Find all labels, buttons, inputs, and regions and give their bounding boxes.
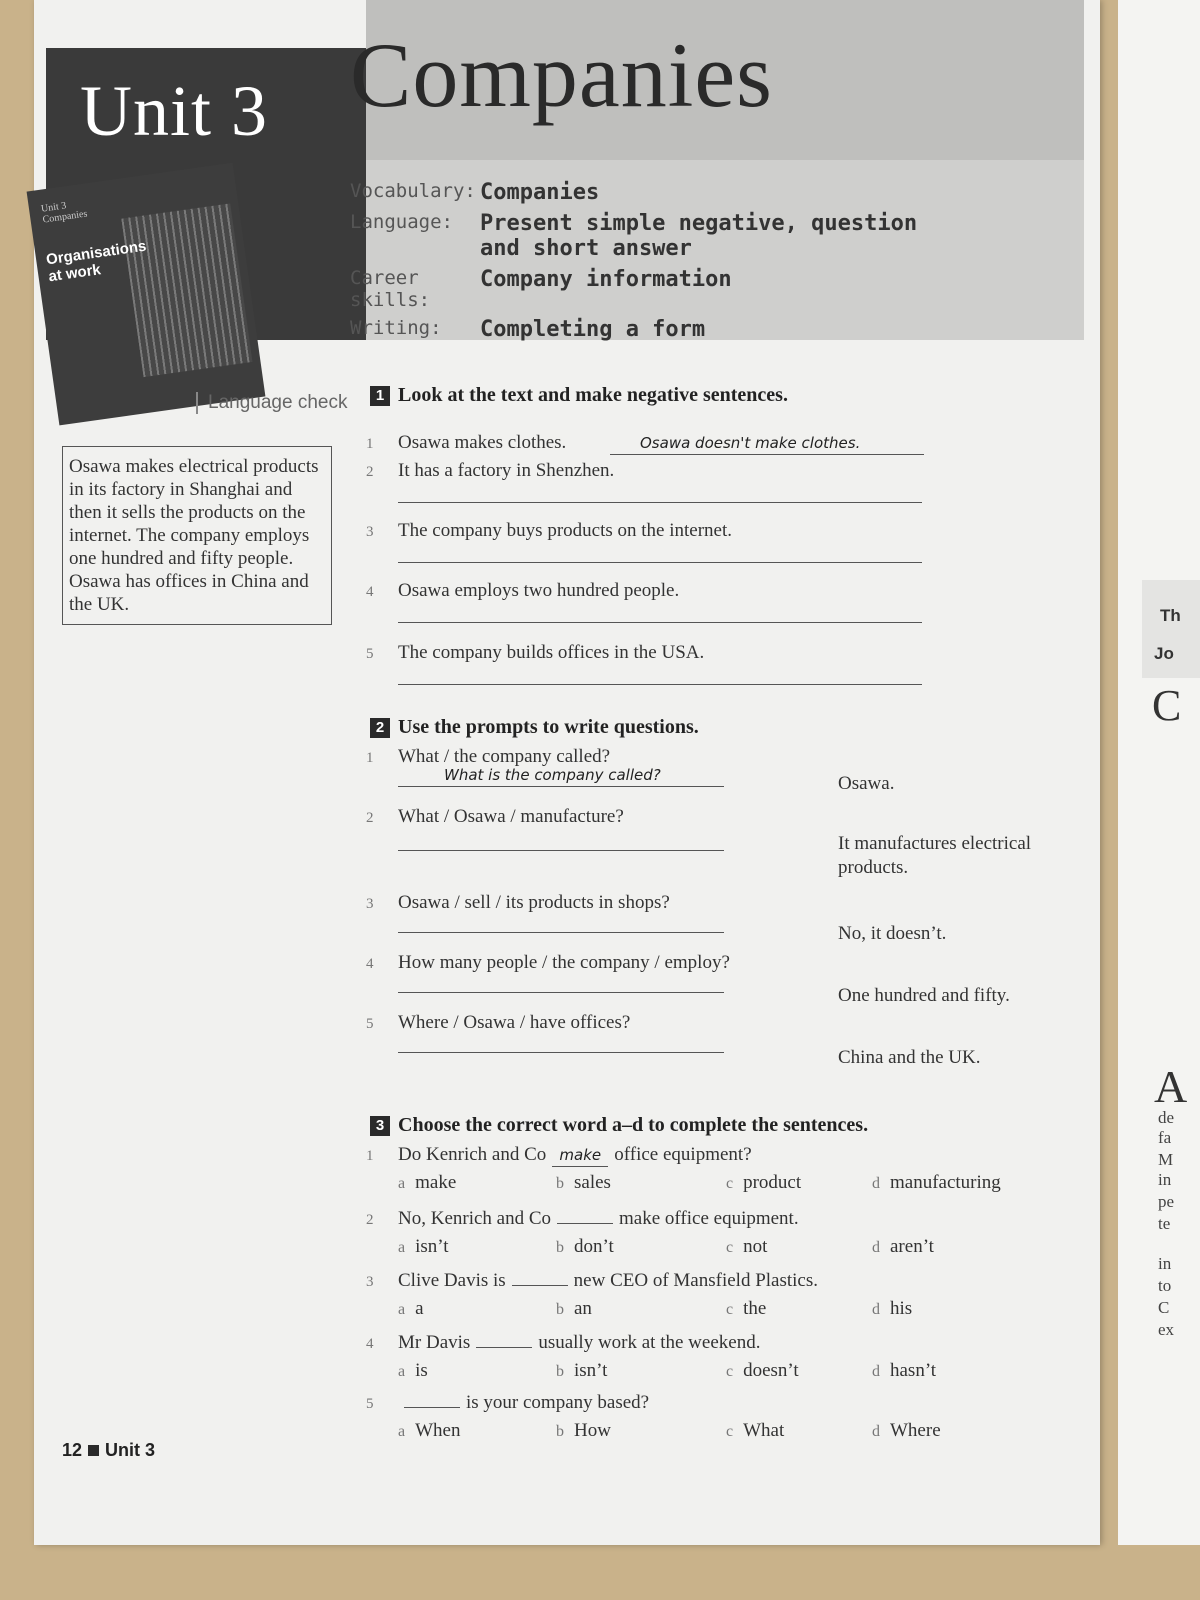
sentence-start: Mr Davis [398,1332,471,1353]
exercise-3-heading [370,1114,1070,1137]
facing-text-th: Th [1160,606,1181,625]
sentence-end: new CEO of Mansfield Plastics. [573,1270,818,1291]
exercise-1-sentence: The company builds offices in the USA. [398,642,705,663]
item-number: 3 [366,524,374,540]
item-number: 1 [366,750,374,766]
answer-line[interactable] [398,992,724,993]
answer-line[interactable] [398,850,724,851]
sentence-start: No, Kenrich and Co [398,1208,552,1229]
exercise-3-sentence [398,1332,760,1354]
facing-line-text: to [1158,1276,1172,1295]
exercise-3-sentence [398,1270,818,1292]
exercise-1-sentence: It has a factory in Shenzhen. [398,460,615,481]
option-letter: b [556,1423,564,1440]
sentence-end: office equipment? [614,1144,752,1165]
option-text: aren’t [890,1236,934,1257]
exercise-number: 1 [370,386,390,406]
answer-option[interactable] [556,1298,592,1320]
exercise-number: 3 [370,1116,390,1136]
option-text: make [415,1172,457,1193]
exercise-3-sentence [398,1208,799,1230]
item-number: 5 [366,1396,374,1412]
facing-line-text: M [1158,1150,1174,1169]
unit-label: Unit 3 [80,71,269,151]
handwritten-answer: What is the company called? [444,766,661,784]
footer-square-icon [88,1445,99,1456]
page-number: 12 [62,1440,83,1460]
facing-line-text: pe [1158,1192,1175,1211]
facing-text-a: A [1154,1061,1188,1112]
exercise-2-prompt: How many people / the company / employ? [398,952,730,973]
facing-line-text: fa [1158,1128,1172,1147]
answer-option[interactable] [398,1236,449,1258]
option-text: Where [890,1420,941,1441]
coursebook-cover-image [27,163,266,426]
option-letter: b [556,1175,564,1192]
answer-line[interactable] [610,454,924,455]
option-letter: d [872,1423,880,1440]
answer-option[interactable] [872,1360,936,1382]
option-text: isn’t [574,1360,608,1381]
answer-line[interactable] [398,622,922,623]
answer-line[interactable] [398,502,922,503]
exercise-2-prompt: Where / Osawa / have offices? [398,1012,631,1033]
meta-value: Company information [480,267,732,292]
exercise-1-sentence: Osawa makes clothes. [398,432,567,453]
option-letter: c [726,1175,734,1192]
fill-blank[interactable] [552,1144,608,1167]
handwritten-answer: Osawa doesn't make clothes. [640,434,861,452]
option-text: is [415,1360,428,1381]
answer-option[interactable] [726,1420,784,1442]
answer-line[interactable] [398,786,724,787]
answer-option[interactable] [556,1172,611,1194]
item-number: 2 [366,810,374,826]
sentence-start: Do Kenrich and Co [398,1144,547,1165]
option-letter: a [398,1239,406,1256]
cover-title: Organisations at work [45,237,148,286]
meta-label: Vocabulary: [350,180,476,202]
facing-line-text: de [1158,1108,1175,1127]
page-footer [62,1440,155,1461]
option-letter: a [398,1363,406,1380]
exercise-3-sentence [398,1144,752,1167]
answer-option[interactable] [872,1420,941,1442]
facing-line-text: in [1158,1170,1172,1189]
answer-option[interactable] [726,1236,767,1258]
answer-option[interactable] [398,1172,456,1194]
option-text: How [574,1420,611,1441]
sentence-start: Clive Davis is [398,1270,506,1291]
item-number: 5 [366,1016,374,1032]
answer-option[interactable] [398,1298,424,1320]
option-letter: a [398,1423,406,1440]
option-letter: a [398,1175,406,1192]
item-number: 4 [366,584,374,600]
answer-option[interactable] [398,1420,460,1442]
sentence-end: make office equipment. [619,1208,799,1229]
item-number: 1 [366,1148,374,1164]
meta-row-writing [350,317,960,342]
facing-text-c: C [1152,681,1182,730]
answer-option[interactable] [556,1236,614,1258]
option-text: isn’t [415,1236,449,1257]
option-text: an [574,1298,592,1319]
item-number: 2 [366,1212,374,1228]
meta-label: Career skills: [350,267,431,311]
exercise-2-prompt: Osawa / sell / its products in shops? [398,892,670,913]
option-text: a [415,1298,424,1319]
option-text: don’t [574,1236,614,1257]
option-letter: d [872,1175,880,1192]
option-text: sales [574,1172,611,1193]
answer-option[interactable] [726,1172,801,1194]
exercise-1-sentence: Osawa employs two hundred people. [398,580,680,601]
exercise-instruction: Look at the text and make negative sentences. [398,384,788,406]
answer-option[interactable] [398,1360,428,1382]
exercise-3-sentence [398,1392,649,1414]
meta-label: Language: [350,211,453,233]
meta-row-language [350,211,960,261]
facing-line-text: C [1158,1298,1170,1317]
item-number: 3 [366,1274,374,1290]
answer-line[interactable] [398,562,922,563]
meta-row-career-skills [350,267,960,311]
item-number: 4 [366,1336,374,1352]
meta-label: Writing: [350,317,442,339]
sentence-end: is your company based? [466,1392,650,1413]
meta-value: Companies [480,180,600,205]
meta-value: Present simple negative, question and short answer [480,211,918,261]
page-title: Companies [350,24,773,126]
facing-line-text: te [1158,1214,1171,1233]
meta-row-vocabulary [350,180,960,205]
option-letter: b [556,1301,564,1318]
option-text: manufacturing [890,1172,1001,1193]
option-letter: c [726,1301,734,1318]
exercise-instruction: Use the prompts to write questions. [398,716,699,738]
facing-line-text: in [1158,1254,1172,1273]
option-text: doesn’t [743,1360,799,1381]
option-text: product [743,1172,802,1193]
exercise-1 [370,384,1070,407]
item-number: 5 [366,646,374,662]
option-text: When [415,1420,461,1441]
exercise-instruction: Choose the correct word a–d to complete the sentences. [398,1114,869,1136]
building-graphic [121,203,252,377]
option-letter: a [398,1301,406,1318]
option-letter: d [872,1239,880,1256]
answer-option[interactable] [872,1236,934,1258]
option-text: not [743,1236,768,1257]
fill-blank[interactable] [557,1223,613,1224]
exercise-2-prompt: What / the company called? [398,746,611,767]
option-text: What [743,1420,785,1441]
handwritten-answer: make [559,1146,602,1164]
short-answer: One hundred and fifty. [838,985,1010,1006]
unit-overview [350,180,960,348]
reading-text-box: Osawa makes electrical products in its factory in Shanghai and then it sells the products on the internet. The company employs one hundred and fifty people. Osawa has offices in China and the UK. [62,446,332,625]
exercise-2 [370,716,1070,739]
option-letter: c [726,1239,734,1256]
language-check-label: Language check [196,392,347,414]
fill-blank[interactable] [512,1285,568,1286]
option-text: his [890,1298,913,1319]
short-answer: China and the UK. [838,1047,981,1068]
facing-line-text: ex [1158,1320,1175,1339]
option-letter: c [726,1363,734,1380]
answer-option[interactable] [872,1298,912,1320]
item-number: 4 [366,956,374,972]
short-answer: It manufactures electrical products. [838,833,1032,878]
answer-option[interactable] [726,1360,799,1382]
sentence-end: usually work at the weekend. [538,1332,761,1353]
exercise-number: 2 [370,718,390,738]
exercise-1-heading [370,384,1070,407]
short-answer: No, it doesn’t. [838,923,947,944]
facing-text-jo: Jo [1154,644,1174,663]
option-letter: c [726,1423,734,1440]
exercise-2-heading [370,716,1070,739]
answer-option[interactable] [872,1172,1001,1194]
item-number: 1 [366,436,374,452]
option-letter: d [872,1363,880,1380]
option-letter: b [556,1239,564,1256]
option-letter: b [556,1363,564,1380]
option-letter: d [872,1301,880,1318]
cover-unit-text: Unit 3 Companies [40,200,89,226]
meta-value: Completing a form [480,317,706,342]
short-answer: Osawa. [838,773,895,794]
answer-line[interactable] [398,1052,724,1053]
answer-option[interactable] [556,1420,611,1442]
option-text: the [743,1298,767,1319]
answer-option[interactable] [726,1298,766,1320]
fill-blank[interactable] [404,1407,460,1408]
exercise-2-prompt: What / Osawa / manufacture? [398,806,624,827]
answer-line[interactable] [398,684,922,685]
exercise-3 [370,1114,1070,1137]
answer-option[interactable] [556,1360,607,1382]
answer-line[interactable] [398,932,724,933]
option-text: hasn’t [890,1360,937,1381]
footer-unit: Unit 3 [105,1440,156,1460]
fill-blank[interactable] [476,1347,532,1348]
exercise-1-sentence: The company buys products on the internet. [398,520,733,541]
item-number: 3 [366,896,374,912]
item-number: 2 [366,464,374,480]
